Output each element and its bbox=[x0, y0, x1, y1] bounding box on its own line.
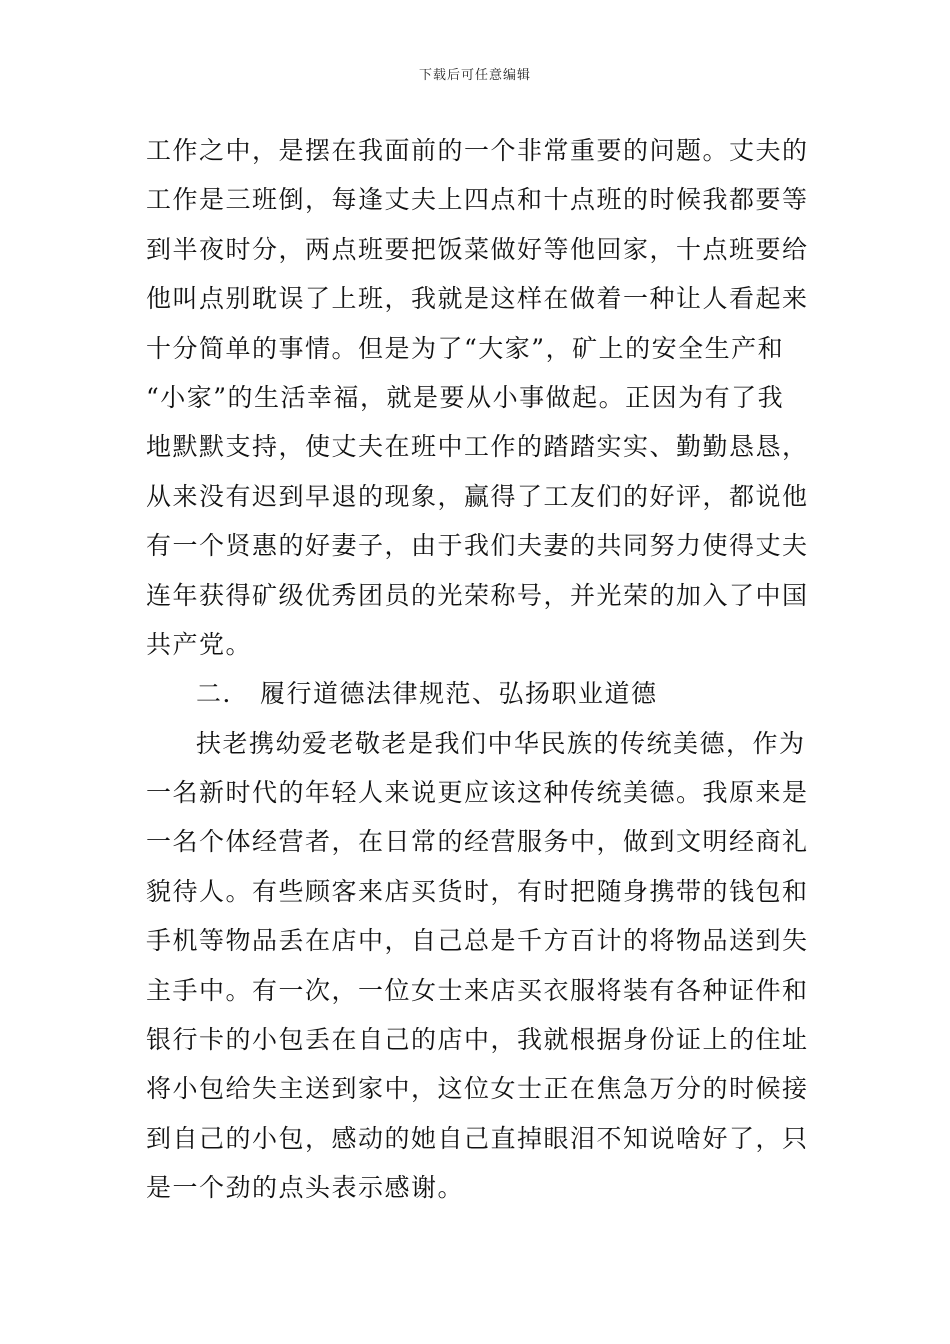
document-body bbox=[146, 126, 814, 1213]
paragraph-line: 工作是三班倒，每逢丈夫上四点和十点班的时候我都要等 bbox=[146, 185, 809, 215]
paragraph-line: “小家”的生活幸福，就是要从小事做起。正因为有了我 bbox=[146, 382, 785, 412]
paragraph-line: 貌待人。有些顾客来店买货时，有时把随身携带的钱包和 bbox=[146, 876, 809, 906]
paragraph-line: 从来没有迟到早退的现象，赢得了工友们的好评，都说他 bbox=[146, 481, 809, 511]
paragraph-line: 连年获得矿级优秀团员的光荣称号，并光荣的加入了中国 bbox=[146, 580, 809, 610]
paragraph-line: 手机等物品丢在店中，自己总是千方百计的将物品送到失 bbox=[146, 926, 809, 956]
paragraph-line: 工作之中，是摆在我面前的一个非常重要的问题。丈夫的 bbox=[146, 136, 809, 165]
paragraph-line: 到自己的小包，感动的她自己直掉眼泪不知说啥好了，只 bbox=[146, 1123, 809, 1153]
paragraph-line: 一名新时代的年轻人来说更应该这种传统美德。我原来是 bbox=[146, 778, 809, 808]
section-heading-title: 履行道德法律规范、弘扬职业道德 bbox=[260, 679, 658, 709]
paragraph-line: 他叫点别耽误了上班，我就是这样在做着一种让人看起来 bbox=[146, 284, 809, 314]
paragraph-line: 有一个贤惠的好妻子，由于我们夫妻的共同努力使得丈夫 bbox=[146, 531, 809, 561]
paragraph-line: 到半夜时分，两点班要把饭菜做好等他回家，十点班要给 bbox=[146, 234, 809, 264]
paragraph-line: 一名个体经营者，在日常的经营服务中，做到文明经商礼 bbox=[146, 827, 809, 857]
paragraph-line: 银行卡的小包丢在自己的店中，我就根据身份证上的住址 bbox=[146, 1025, 809, 1055]
page-header-note: 下载后可任意编辑 bbox=[418, 68, 531, 83]
paragraph-line: 十分简单的事情。但是为了“大家”，矿上的安全生产和 bbox=[146, 333, 785, 363]
paragraph-line: 是一个劲的点头表示感谢。 bbox=[146, 1173, 465, 1203]
paragraph-line: 地默默支持，使丈夫在班中工作的踏踏实实、勤勤恳恳， bbox=[146, 432, 809, 462]
paragraph-line: 扶老携幼爱老敬老是我们中华民族的传统美德，作为 bbox=[196, 728, 806, 758]
paragraph-line: 将小包给失主送到家中，这位女士正在焦急万分的时候接 bbox=[146, 1074, 809, 1104]
paragraph-line: 共产党。 bbox=[146, 629, 253, 659]
section-heading bbox=[146, 669, 814, 718]
paragraph-line: 主手中。有一次，一位女士来店买衣服将装有各种证件和 bbox=[146, 975, 809, 1005]
section-heading-number: 二． bbox=[196, 679, 250, 709]
